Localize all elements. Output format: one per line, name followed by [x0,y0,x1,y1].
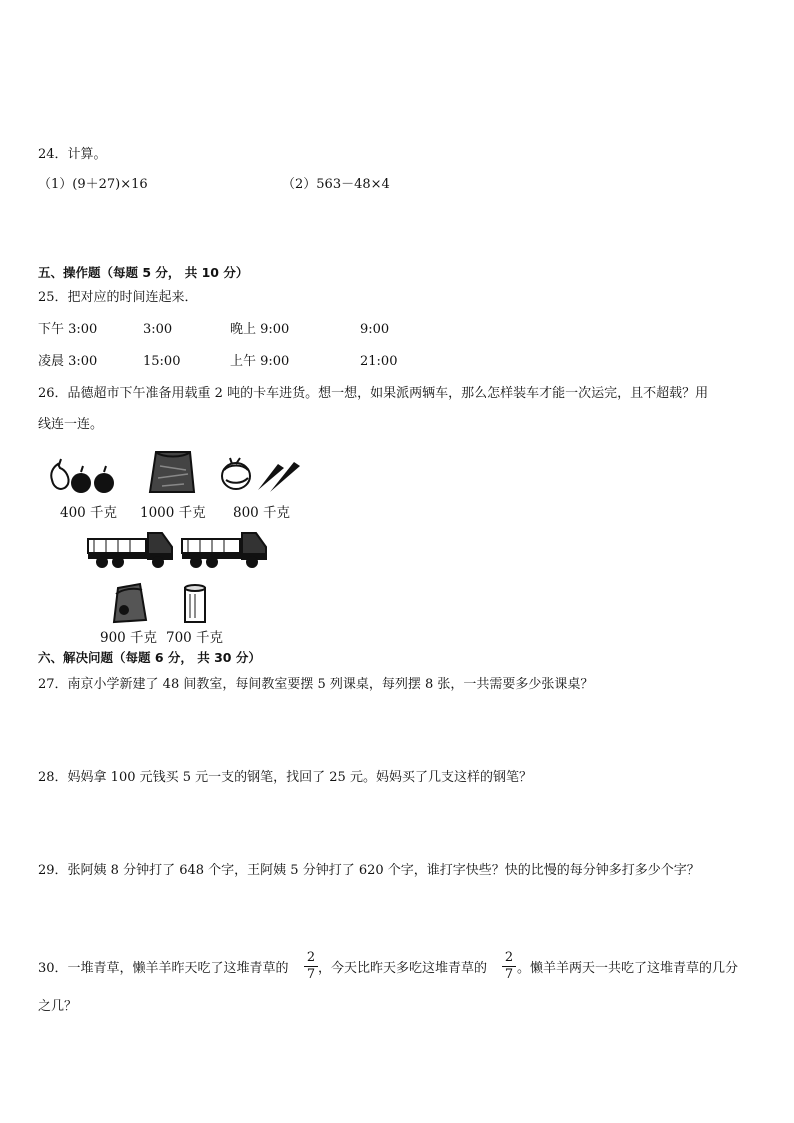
q30-part1: 30．一堆青草，懒羊羊昨天吃了这堆青草的 [38,961,289,976]
q27-text: 27．南京小学新建了 48 间教室，每间教室要摆 5 列课桌，每列摆 8 张，一共需要多少张课桌？ [38,677,594,692]
truck-icon [180,529,268,569]
q25-row1-c: 晚上 9:00 [230,322,290,337]
q26-line1: 26．品德超市下午准备用载重 2 吨的卡车进货。想一想，如果派两辆车，那么怎样装车才能一次运完，且不超载？用 [38,386,709,401]
section5-title: 五、操作题（每题 5 分， 共 10 分） [38,265,249,280]
q30-fraction-1-numerator: 2 [306,950,316,965]
sack-weight: 1000 千克 [140,505,206,521]
bag-icon [110,582,150,624]
q25-title: 25．把对应的时间连起来． [38,290,198,305]
q29-text: 29．张阿姨 8 分钟打了 648 个字，王阿姨 5 分钟打了 620 个字，谁打字快些？快的比慢的每分钟多打多少个字？ [38,863,700,878]
q30-part3: 。懒羊羊两天一共吃了这堆青草的几分 [517,961,739,976]
q26-line2: 线连一连。 [38,417,104,432]
q25-row1-b: 3:00 [143,322,173,337]
q30-fraction-2 [502,951,516,982]
truck-icon [86,529,174,569]
q25-row1-d: 9:00 [360,322,390,337]
q30-fraction-2-denominator: 7 [504,967,514,982]
q25-row2-b: 15:00 [143,354,181,369]
q25-row2-d: 21:00 [360,354,398,369]
q30-part2: ，今天比昨天多吃这堆青草的 [318,961,488,976]
fruit-icon [46,458,118,498]
q24-part2: （2）563－48×4 [282,177,390,192]
can-weight: 700 千克 [166,630,224,646]
q30-fraction-1-denominator: 7 [306,967,316,982]
can-icon [182,584,208,624]
q28-text: 28．妈妈拿 100 元钱买 5 元一支的钢笔，找回了 25 元。妈妈买了几支这样的钢笔？ [38,770,532,785]
q30-fraction-1 [304,951,318,982]
q25-row2-a: 凌晨 3:00 [38,354,98,369]
q30-line2: 之几？ [38,999,78,1014]
section6-title: 六、解决问题（每题 6 分， 共 30 分） [38,650,261,665]
sack-icon [148,448,198,494]
q30-fraction-2-numerator: 2 [504,950,514,965]
bag-weight: 900 千克 [100,630,158,646]
q25-row2-c: 上午 9:00 [230,354,290,369]
vegetables-weight: 800 千克 [233,505,291,521]
vegetables-icon [218,456,302,496]
fruit-weight: 400 千克 [60,505,118,521]
q24-title: 24．计算。 [38,147,107,162]
q25-row1-a: 下午 3:00 [38,322,98,337]
q24-part1: （1）(9＋27)×16 [38,177,148,192]
